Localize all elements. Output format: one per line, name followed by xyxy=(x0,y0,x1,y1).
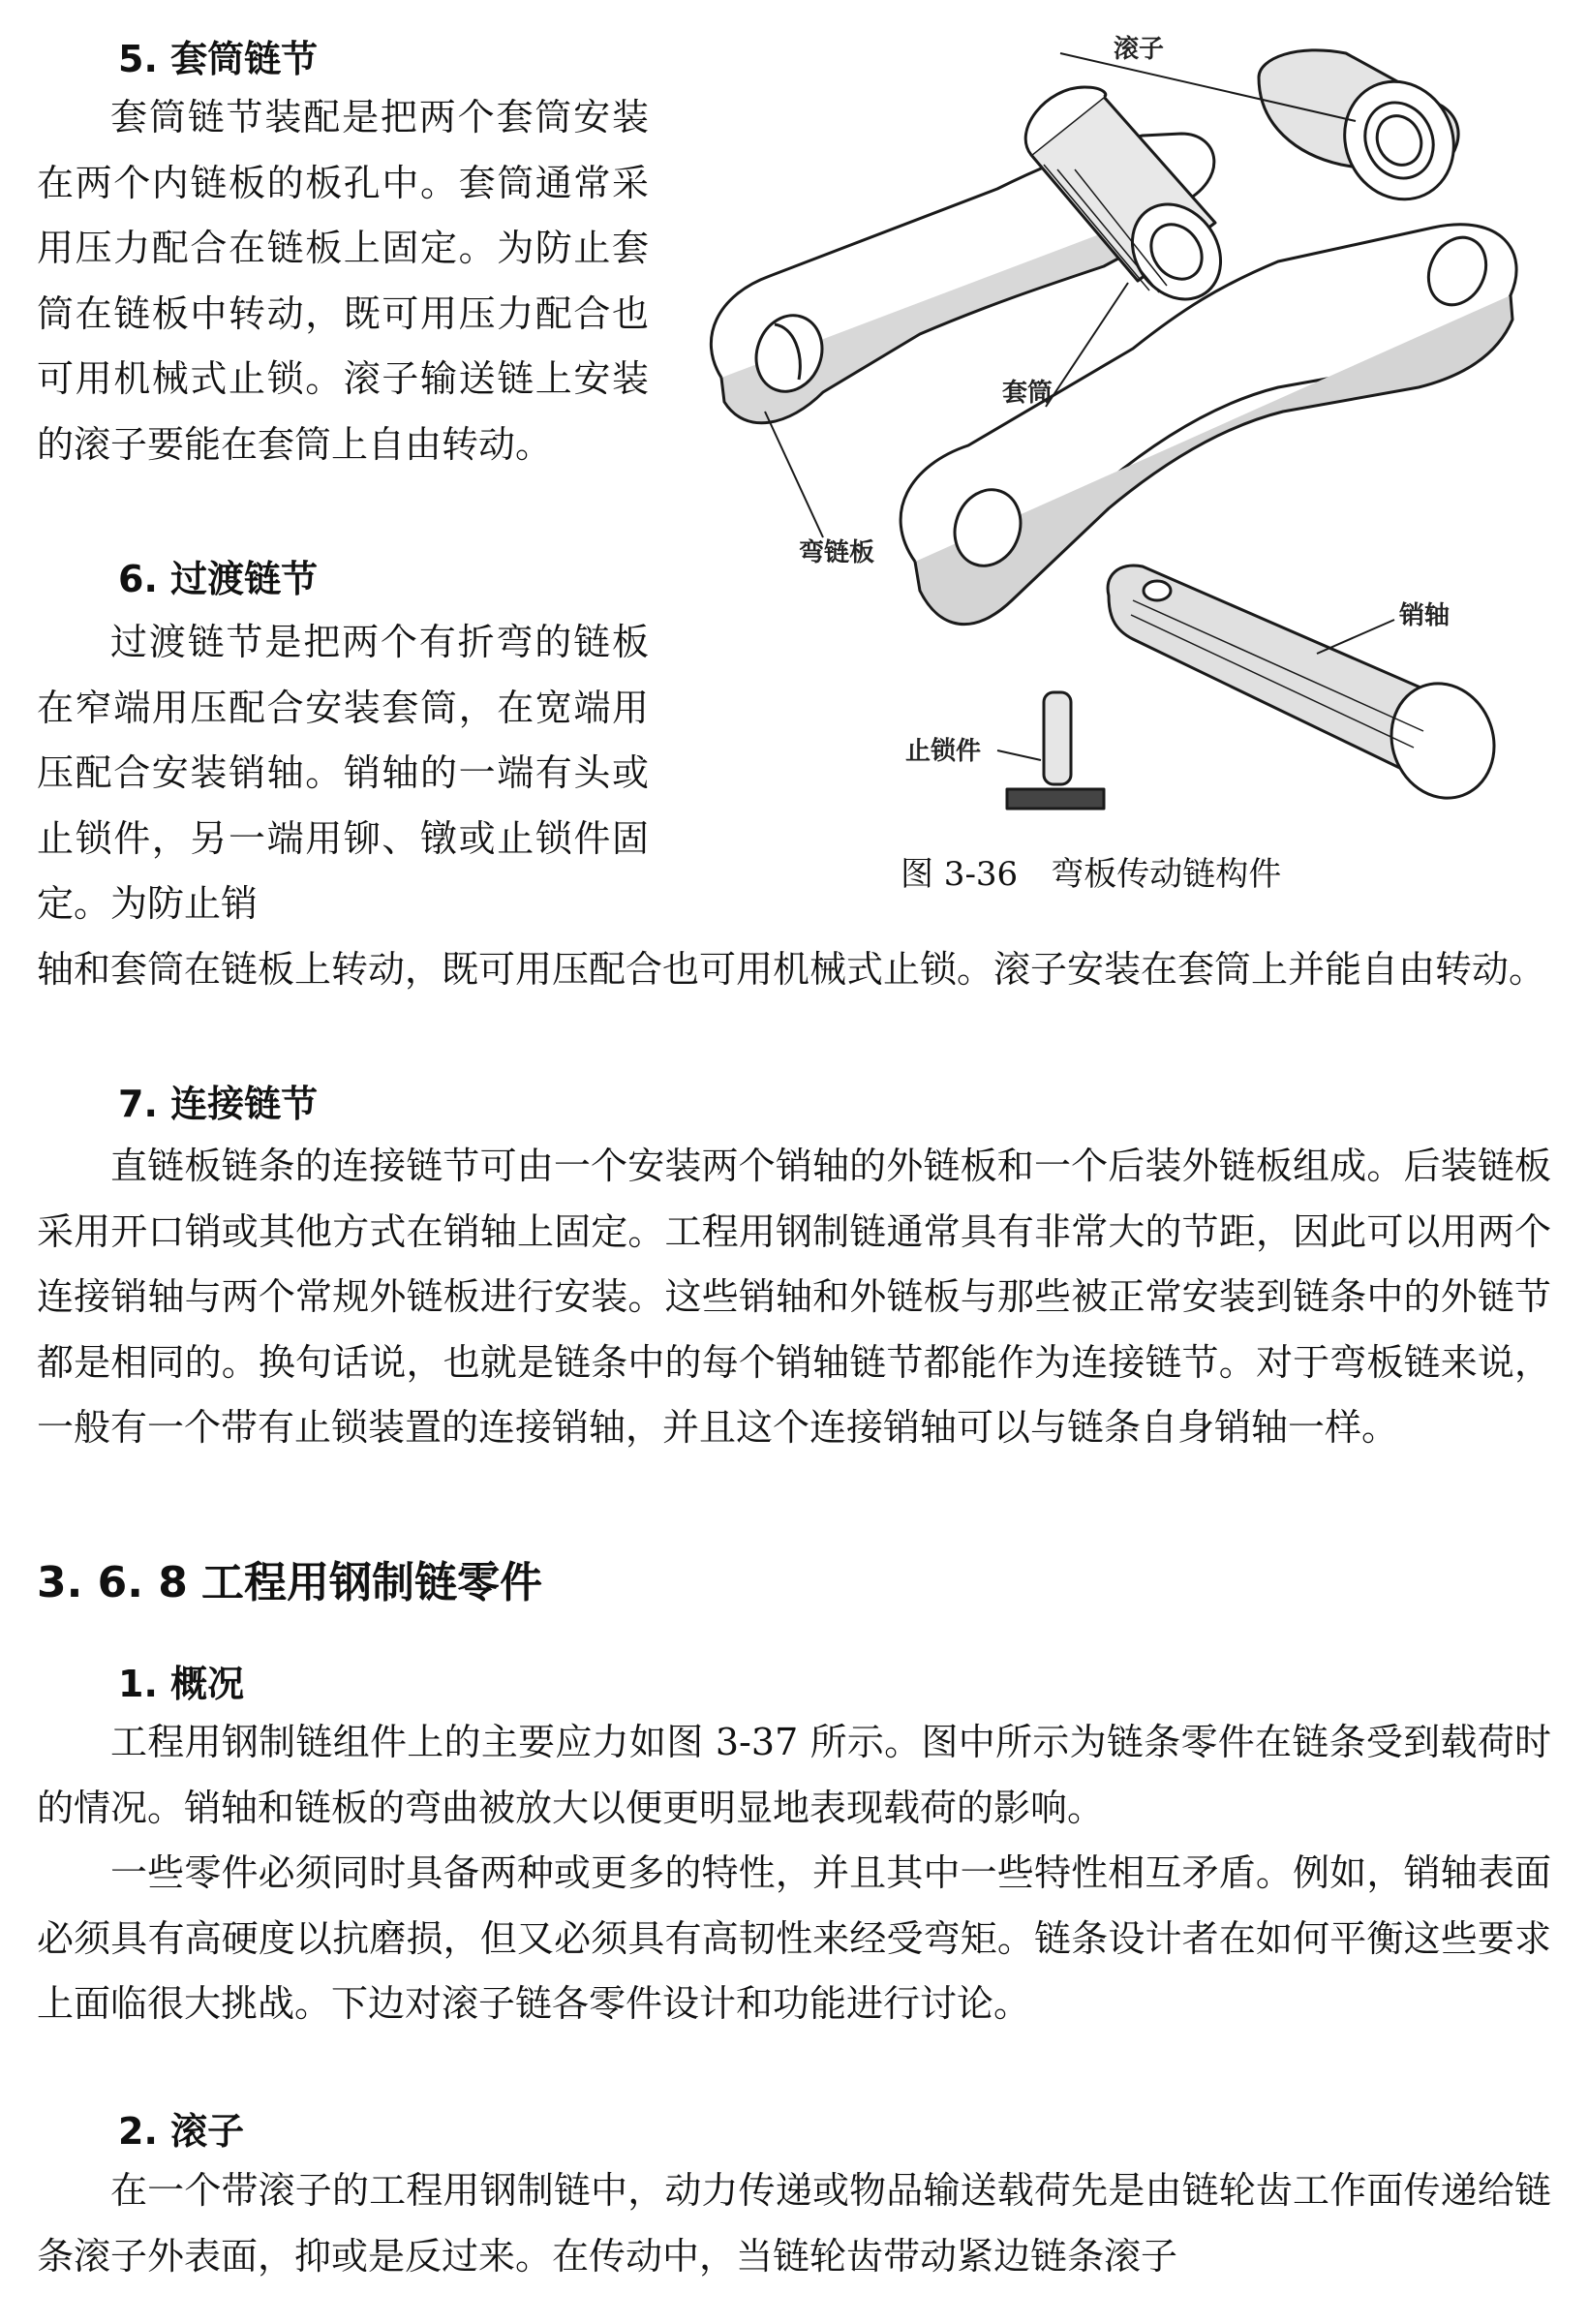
paragraph-roller: 在一个带滚子的工程用钢制链中，动力传递或物品输送载荷先是由链轮齿工作面传递给链条滚子外表面，抑或是反过来。在传动中，当链轮齿带动紧边链条滚子 xyxy=(37,2169,1551,2278)
offset-chain-illustration xyxy=(678,19,1549,813)
figure-caption: 图 3-36 弯板传动链构件 xyxy=(901,855,1282,894)
paragraph-overview-1: 工程用钢制链组件上的主要应力如图 3-37 所示。图中所示为链条零件在链条受到载荷时的情况。销轴和链板的弯曲被放大以便更明显地表现载荷的影响。 xyxy=(37,1721,1551,1829)
roller-part xyxy=(1259,50,1473,218)
section-title xyxy=(37,1554,542,1612)
paragraph-connecting-link: 直链板链条的连接链节可由一个安装两个销轴的外链板和一个后装外链板组成。后装链板采用开口销或其他方式在销轴上固定。工程用钢制链通常具有非常大的节距，因此可以用两个连接销轴与两个常规外链板进行安装。这些销轴和外链板与那些被正常安装到链条中的外链节都是相同的。换句话说，也就是链条中的每个销轴链节都能作为连接链节。对于弯板链来说，一般有一个带有止锁装置的连接销轴，并且这个连接销轴可以与链条自身销轴一样。 xyxy=(37,1145,1551,1449)
paragraph-offset-link-b: 轴和套筒在链板上转动，既可用压配合也可用机械式止锁。滚子安装在套筒上并能自由转动。 xyxy=(37,948,1546,991)
figure-offset-chain-components xyxy=(678,19,1549,894)
section-title-text: 工程用钢制链零件 xyxy=(201,1558,542,1607)
heading-connecting-link: 7. 连接链节 xyxy=(118,1083,319,1125)
section-number: 3. 6. 8 xyxy=(37,1558,188,1607)
label-lock: 止锁件 xyxy=(905,737,982,766)
heading-overview: 1. 概况 xyxy=(118,1663,245,1705)
label-roller: 滚子 xyxy=(1114,35,1165,64)
heading-bushing-link: 5. 套筒链节 xyxy=(118,38,319,80)
paragraph-overview-2: 一些零件必须同时具备两种或更多的特性，并且其中一些特性相互矛盾。例如，销轴表面必须具有高硬度以抗磨损，但又必须具有高韧性来经受弯矩。链条设计者在如何平衡这些要求上面临很大挑战。下边对滚子链各零件设计和功能进行讨论。 xyxy=(37,1851,1551,2025)
label-offset-plate: 弯链板 xyxy=(799,538,875,567)
label-pin: 销轴 xyxy=(1399,601,1451,630)
lock-part xyxy=(1007,692,1104,809)
heading-offset-link: 6. 过渡链节 xyxy=(118,558,319,600)
pin-part xyxy=(1108,566,1510,812)
paragraph-bushing-link: 套筒链节装配是把两个套筒安装在两个内链板的板孔中。套筒通常采用压力配合在链板上固定。为防止套筒在链板中转动，既可用压力配合也可用机械式止锁。滚子输送链上安装的滚子要能在套筒上自由转动。 xyxy=(37,96,649,466)
label-bushing: 套筒 xyxy=(1002,379,1054,408)
heading-roller: 2. 滚子 xyxy=(118,2110,245,2153)
paragraph-offset-link-a: 过渡链节是把两个有折弯的链板在窄端用压配合安装套筒，在宽端用压配合安装销轴。销轴的一端有头或止锁件，另一端用铆、镦或止锁件固定。为防止销 xyxy=(37,621,649,925)
